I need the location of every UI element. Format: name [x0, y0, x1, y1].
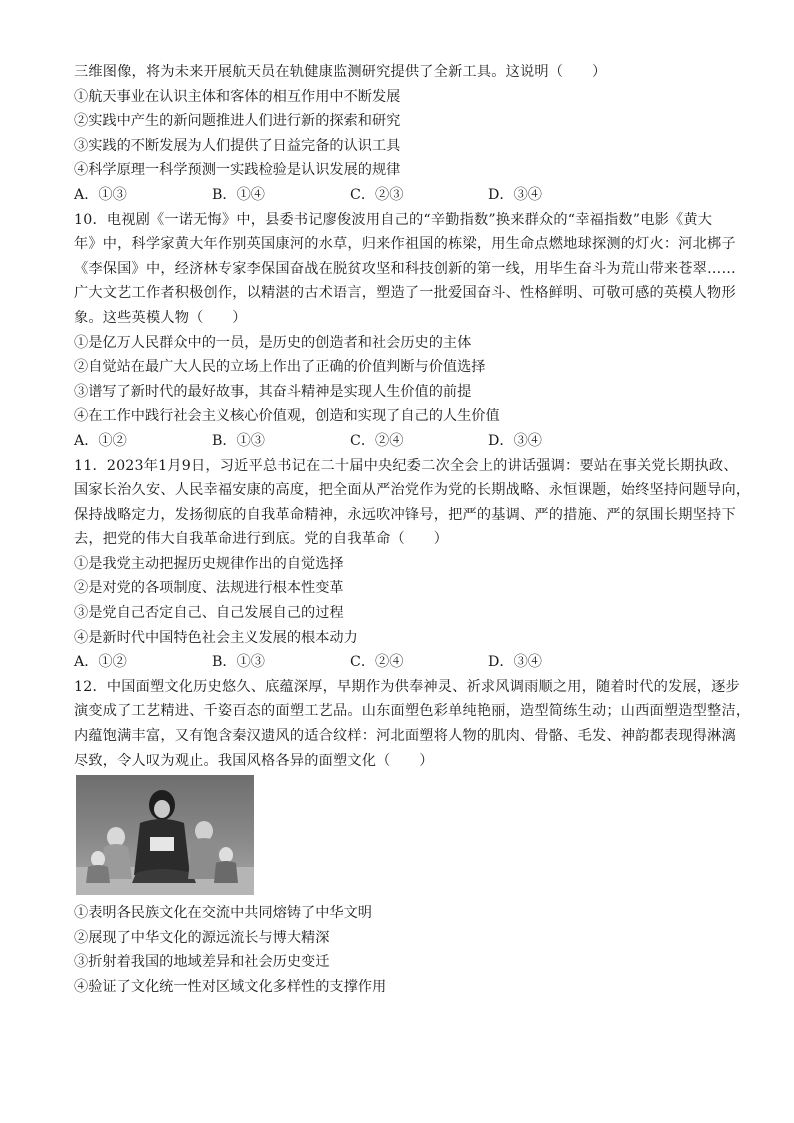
question-9-option-2: ②实践中产生的新问题推进人们进行新的探索和研究 [74, 113, 401, 130]
question-10-option-4: ④在工作中践行社会主义核心价值观，创造和实现了自己的人生价值 [74, 408, 500, 425]
question-11 [74, 454, 751, 675]
question-11-stem-line: 保持战略定力，发扬彻底的自我革命精神，永远吹冲锋号，把严的基调、严的措施、严的氛围长期坚持下 [74, 506, 736, 523]
question-10 [74, 208, 734, 454]
question-10-answers [74, 429, 734, 454]
question-11-stem-line: 国家长治久安、人民幸福安康的高度，把全面从严治党作为党的长期战略、永恒课题，始终坚持问题导向， [74, 482, 751, 499]
question-9-option-3: ③实践的不断发展为人们提供了日益完备的认识工具 [74, 137, 401, 154]
question-9-option-4: ④科学原理一科学预测一实践检验是认识发展的规律 [74, 162, 401, 179]
answer-b: B．①③ [212, 654, 265, 671]
question-12-stem-line: 尽致，令人叹为观止。我国风格各异的面塑文化（ ） [74, 752, 434, 769]
answer-c: C．②④ [350, 654, 404, 671]
question-10-stem-line: 10．电视剧《一诺无悔》中，县委书记廖俊波用自己的“辛勤指数”换来群众的“幸福指数”电影《黄大 [74, 211, 713, 228]
question-12-option-4: ④验证了文化统一性对区域文化多样性的支撑作用 [74, 979, 387, 995]
answer-b: B．①③ [212, 432, 265, 449]
answer-a: A．①② [74, 432, 127, 449]
question-11-option-1: ①是我党主动把握历史规律作出的自觉选择 [74, 555, 344, 572]
answer-a: A．①② [74, 654, 127, 671]
question-10-option-2: ②自觉站在最广大人民的立场上作出了正确的价值判断与价值选择 [74, 359, 486, 376]
question-10-stem-line: 广大文艺工作者积极创作，以精湛的古术语言，塑造了一批爱国奋斗、性格鲜明、可敬可感的英模人物形 [74, 285, 736, 302]
answer-c: C．②③ [350, 186, 404, 203]
answer-c: C．②④ [350, 432, 404, 449]
question-10-option-1: ①是亿万人民群众中的一员，是历史的创造者和社会历史的主体 [74, 334, 472, 351]
question-12-option-1: ①表明各民族文化在交流中共同熔铸了中华文明 [74, 905, 372, 922]
question-12-option-3: ③折射着我国的地域差异和社会历史变迁 [74, 954, 330, 971]
question-12-option-2: ②展现了中华文化的源远流长与博大精深 [74, 929, 330, 946]
question-9-answers [74, 183, 734, 208]
question-11-option-4: ④是新时代中国特色社会主义发展的根本动力 [74, 629, 358, 646]
dough-figurine-photo-container [74, 775, 734, 901]
answer-d: D．③④ [488, 186, 542, 203]
question-11-stem-line: 去，把党的伟大自我革命进行到底。党的自我革命（ ） [74, 531, 449, 548]
question-10-stem-line: 象。这些英模人物（ ） [74, 309, 247, 326]
answer-b: B．①④ [212, 186, 265, 203]
question-12-stem-line: 12．中国面塑文化历史悠久、底蕴深厚，早期作为供奉神灵、祈求风调雨顺之用，随着时代的发展，逐步 [74, 678, 740, 695]
answer-a: A．①③ [74, 186, 127, 203]
question-11-stem-line: 11．2023年1月9日，习近平总书记在二十届中央纪委二次全会上的讲话强调：要站在事关党长期执政、 [74, 457, 738, 474]
question-12-stem-line: 内蕴饱满丰富，又有饱含秦汉遗风的适合纹样：河北面塑将人物的肌肉、骨骼、毛发、神韵都表现得淋漓 [74, 728, 736, 745]
answer-d: D．③④ [488, 432, 542, 449]
question-11-option-3: ③是党自己否定自己、自己发展自己的过程 [74, 605, 344, 622]
question-12 [74, 675, 751, 1000]
question-12-stem-line: 演变成了工艺精进、千姿百态的面塑工艺品。山东面塑色彩单纯艳丽，造型简练生动；山西面塑造型整洁， [74, 703, 751, 720]
question-11-option-2: ②是对党的各项制度、法规进行根本性变革 [74, 580, 344, 597]
exam-page [74, 60, 751, 1000]
question-10-stem-line: 年》中，科学家黄大年作别英国康河的水草，归来作祖国的栋梁，用生命点燃地球探测的灯火：河北梆子 [74, 236, 736, 253]
question-11-answers [74, 650, 734, 675]
dough-figurine-photo [76, 775, 254, 895]
question-9 [74, 60, 734, 208]
question-10-stem-line: 《李保国》中，经济林专家李保国奋战在脱贫攻坚和科技创新的第一线，用毕生奋斗为荒山带来苍翠…… [74, 260, 736, 277]
question-10-option-3: ③谱写了新时代的最好故事，其奋斗精神是实现人生价值的前提 [74, 383, 472, 400]
answer-d: D．③④ [488, 654, 542, 671]
question-9-option-1: ①航天事业在认识主体和客体的相互作用中不断发展 [74, 88, 401, 105]
question-9-stem: 三维图像，将为未来开展航天员在轨健康监测研究提供了全新工具。这说明（ ） [74, 64, 607, 80]
